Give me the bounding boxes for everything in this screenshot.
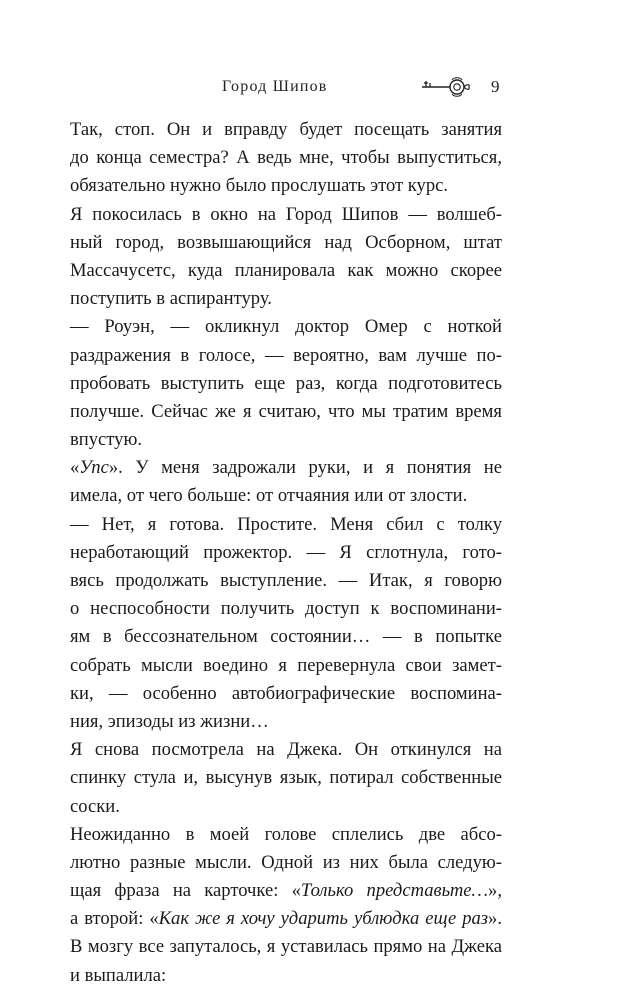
text-line: о неспособности получить доступ к воспоминани-: [70, 598, 502, 620]
text-line: получше. Сейчас же я считаю, что мы тратим время: [70, 400, 502, 422]
text-line-italic: «Упс». У меня задрожали руки, и я понятия не: [70, 457, 502, 479]
text-line: лютно разные мысли. Одной из них была следую-: [70, 851, 502, 873]
text-line: Так, стоп. Он и вправду будет посещать занятия: [70, 119, 502, 140]
key-ornament-icon: [420, 74, 472, 100]
text-line: Я снова посмотрела на Джека. Он откинулся на: [70, 739, 502, 761]
page-number: 9: [491, 77, 500, 96]
text-line: ный город, возвышающийся над Осборном, штат: [70, 231, 502, 253]
text-line: ния, эпизоды из жизни…: [70, 710, 269, 732]
text-line: до конца семестра? А ведь мне, чтобы выпуститься,: [70, 147, 502, 169]
text-line: имела, от чего больше: от отчаяния или от злости.: [70, 485, 468, 507]
text-line: В мозгу все запуталось, я уставилась прямо на Джека: [70, 936, 502, 958]
text-line: и выпалила:: [70, 964, 167, 986]
text-line: собрать мысли воедино я перевернула свои замет-: [70, 654, 502, 676]
running-title: Город Шипов: [222, 78, 328, 95]
text-line: поступить в аспирантуру.: [70, 288, 272, 310]
text-line: соски.: [70, 795, 120, 817]
text-line: обязательно нужно было прослушать этот курс.: [70, 175, 449, 197]
text-line: вясь продолжать выступление. — Итак, я говорю: [70, 570, 502, 591]
text-line: впустую.: [70, 429, 142, 451]
text-line: Массачусетс, куда планировала как можно скорее: [70, 259, 502, 281]
body-text: [70, 116, 502, 990]
text-line: раздражения в голосе, — вероятно, вам лучше по-: [70, 344, 502, 366]
text-line: — Нет, я готова. Простите. Меня сбил с толку: [70, 513, 502, 535]
text-line: Неожиданно в моей голове сплелись две абсо-: [70, 823, 502, 845]
text-line: ям в бессознательном состоянии… — в попытке: [70, 626, 502, 648]
text-line: спинку стула и, высунув язык, потирал собственные: [70, 767, 502, 789]
text-line: Я покосилась в окно на Город Шипов — волшеб-: [70, 203, 502, 225]
text-line: ки, — особенно автобиографические воспомина-: [70, 682, 502, 704]
text-line: — Роуэн, — окликнул доктор Омер с ноткой: [70, 316, 502, 338]
text-line: щая фраза на карточке: «Только представьте…»,: [70, 880, 502, 902]
text-line: неработающий прожектор. — Я сглотнула, гото-: [70, 541, 502, 563]
page-header: [0, 74, 619, 102]
text-line: а второй: «Как же я хочу ударить ублюдка еще раз».: [70, 908, 502, 930]
text-line: пробовать выступить еще раз, когда подготовитесь: [70, 372, 502, 394]
